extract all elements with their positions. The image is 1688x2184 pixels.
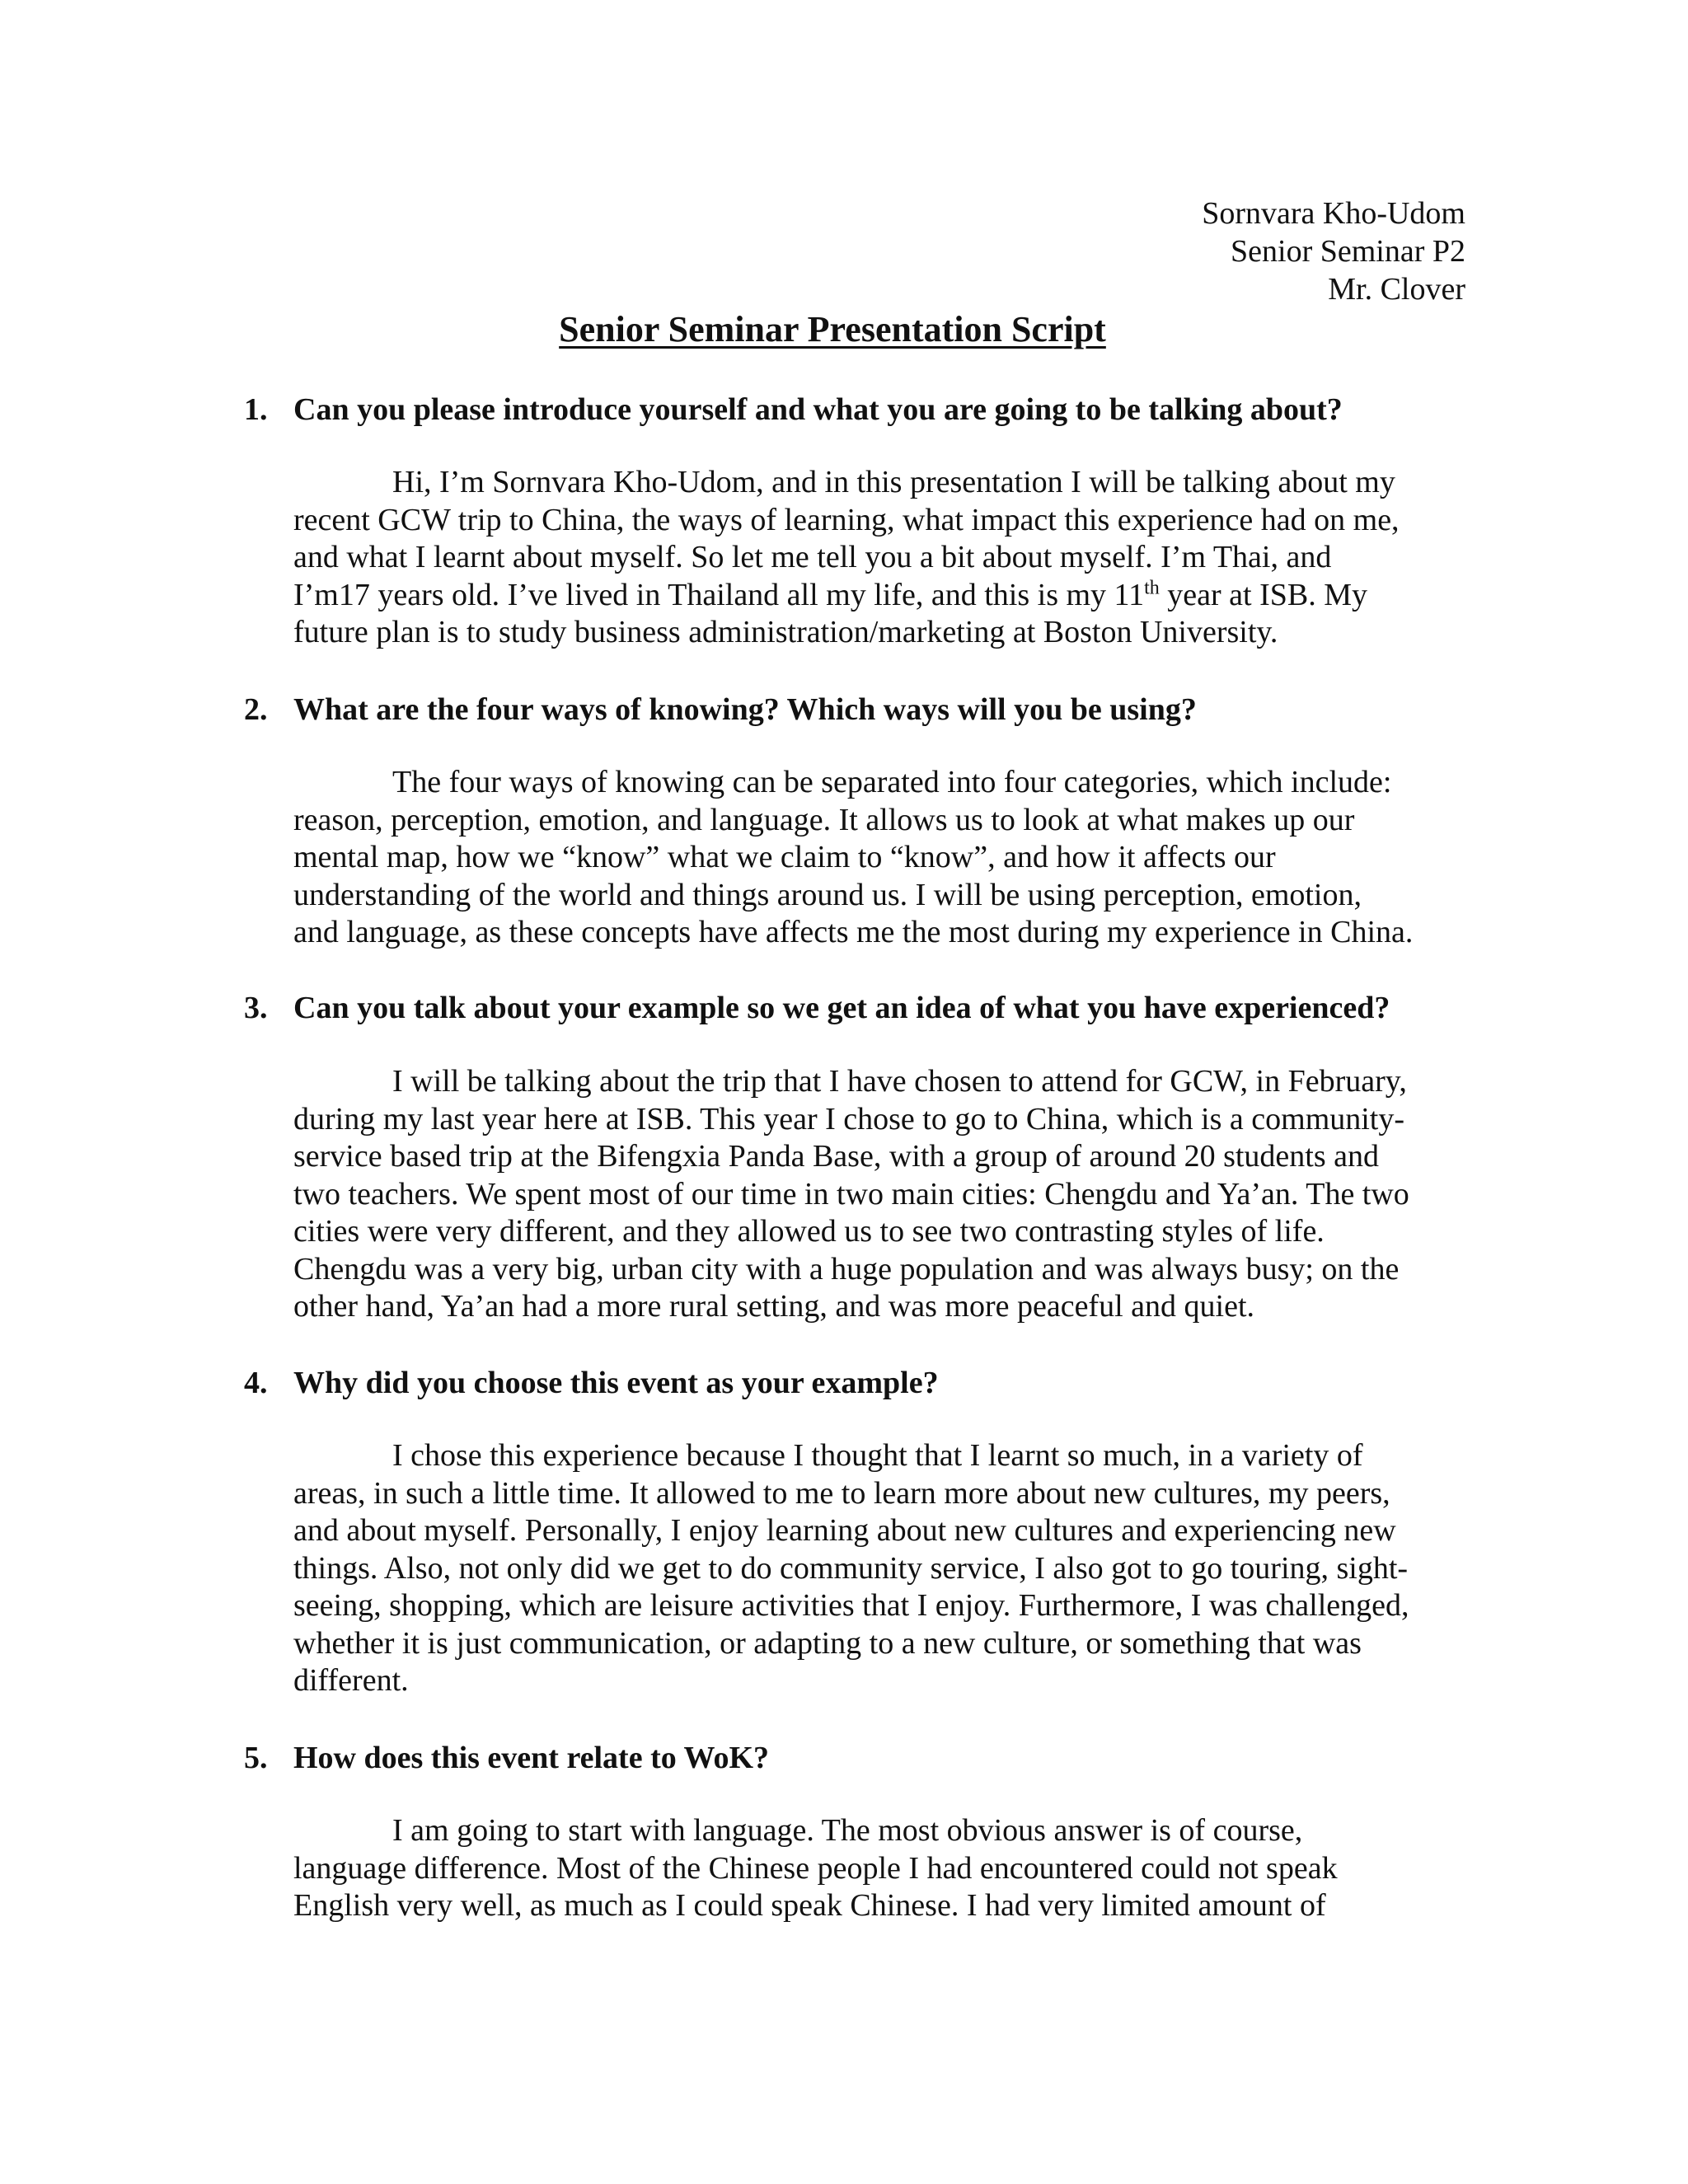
answer-line-text: year at ISB. My (1159, 577, 1368, 612)
answer-line: understanding of the world and things around us. I will be using perception, emotion, (293, 877, 1362, 912)
answer-line: recent GCW trip to China, the ways of learning, what impact this experience had on me, (293, 502, 1400, 537)
header-block (1202, 194, 1465, 308)
answer-line: language difference. Most of the Chinese people I had encountered could not speak (293, 1850, 1338, 1886)
question-number: 5. (244, 1741, 268, 1775)
answer-line: I am going to start with language. The most obvious answer is of course, (392, 1813, 1303, 1848)
answer-2 (293, 764, 1480, 952)
answer-line: service based trip at the Bifengxia Panda Base, with a group of around 20 students and (293, 1139, 1379, 1174)
answer-line: and language, as these concepts have affects me the most during my experience in China. (293, 915, 1414, 949)
answer-line: I chose this experience because I thought that I learnt so much, in a variety of (392, 1438, 1363, 1473)
answer-line (293, 577, 1480, 615)
answer-line: other hand, Ya’an had a more rural setting, and was more peaceful and quiet. (293, 1289, 1254, 1324)
ordinal-suffix: th (1144, 576, 1160, 598)
answer-line: English very well, as much as I could speak Chinese. I had very limited amount of (293, 1888, 1326, 1923)
teacher-name: Mr. Clover (1328, 272, 1465, 307)
question-text: How does this event relate to WoK? (293, 1741, 769, 1775)
answer-line: I will be talking about the trip that I have chosen to attend for GCW, in February, (392, 1064, 1407, 1099)
question-text: What are the four ways of knowing? Which ways will you be using? (293, 692, 1197, 727)
answer-5 (293, 1812, 1480, 1925)
question-number: 1. (244, 392, 268, 427)
course-name: Senior Seminar P2 (1231, 234, 1465, 269)
answer-line: future plan is to study business administration/marketing at Boston University. (293, 615, 1278, 649)
answer-line: cities were very different, and they allowed us to see two contrasting styles of life. (293, 1214, 1325, 1249)
answer-line: seeing, shopping, which are leisure activities that I enjoy. Furthermore, I was challenged, (293, 1588, 1409, 1623)
answer-line: areas, in such a little time. It allowed to me to learn more about new cultures, my peers, (293, 1475, 1390, 1511)
author-name: Sornvara Kho-Udom (1202, 196, 1465, 231)
document-title: Senior Seminar Presentation Script (559, 309, 1106, 349)
question-number: 2. (244, 692, 268, 727)
answer-line: and about myself. Personally, I enjoy learning about new cultures and experiencing new (293, 1513, 1396, 1548)
answer-3 (293, 1063, 1480, 1326)
answer-line: Hi, I’m Sornvara Kho-Udom, and in this presentation I will be talking about my (392, 465, 1395, 499)
question-number: 4. (244, 1366, 268, 1400)
answer-line: Chengdu was a very big, urban city with a huge population and was always busy; on the (293, 1251, 1400, 1286)
question-text: Why did you choose this event as your example? (293, 1366, 939, 1400)
answer-1 (293, 464, 1480, 652)
answer-line: whether it is just communication, or adapting to a new culture, or something that was (293, 1625, 1362, 1661)
answer-4 (293, 1437, 1480, 1700)
answer-line-text: I’m17 years old. I’ve lived in Thailand all my life, and this is my 11 (293, 577, 1145, 612)
answer-line: during my last year here at ISB. This year I chose to go to China, which is a community- (293, 1101, 1405, 1137)
question-text: Can you please introduce yourself and what you are going to be talking about? (293, 392, 1343, 427)
answer-line: different. (293, 1663, 409, 1698)
answer-line: mental map, how we “know” what we claim to “know”, and how it affects our (293, 840, 1276, 874)
answer-line: two teachers. We spent most of our time in two main cities: Chengdu and Ya’an. The two (293, 1176, 1409, 1212)
answer-line: reason, perception, emotion, and language. It allows us to look at what makes up our (293, 802, 1355, 837)
answer-line: things. Also, not only did we get to do community service, I also got to go touring, sight- (293, 1550, 1409, 1586)
answer-line: The four ways of knowing can be separated into four categories, which include: (392, 765, 1392, 799)
answer-line: and what I learnt about myself. So let me tell you a bit about myself. I’m Thai, and (293, 540, 1332, 574)
question-number: 3. (244, 991, 268, 1025)
question-text: Can you talk about your example so we get an idea of what you have experienced? (293, 991, 1390, 1025)
